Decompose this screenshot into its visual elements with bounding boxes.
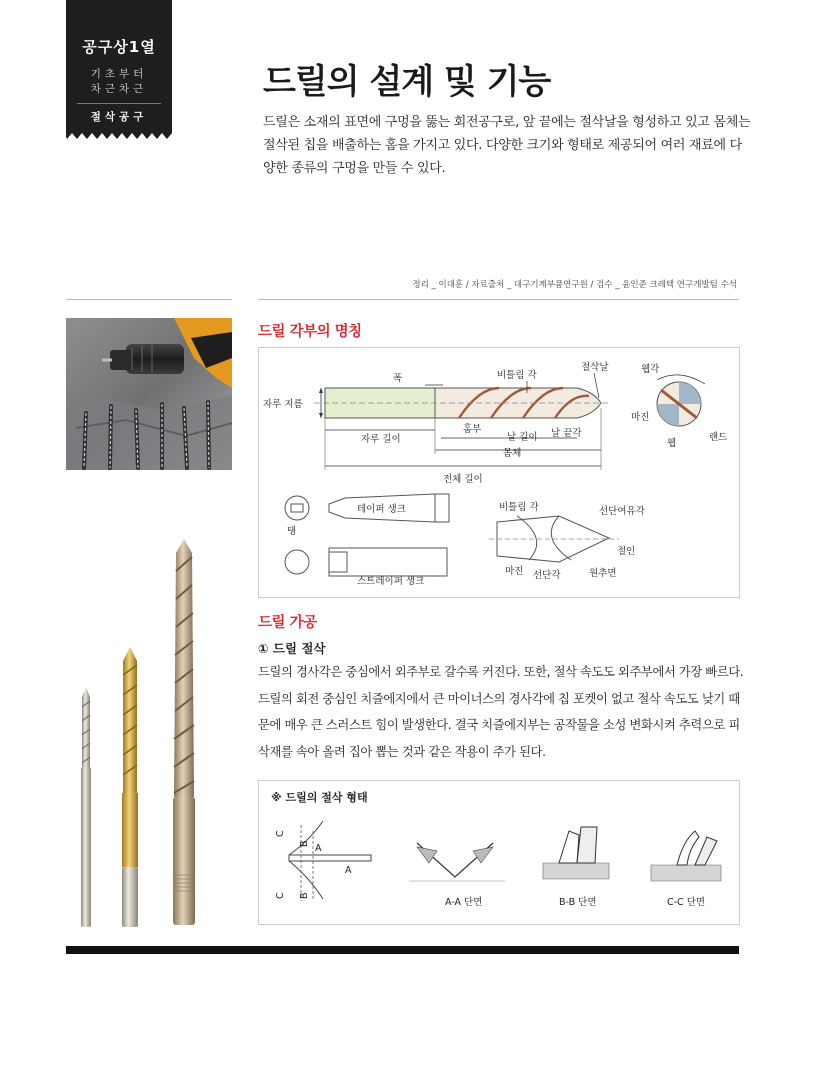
mark-c-top: C (275, 830, 286, 837)
badge-category: 절삭공구 (90, 111, 148, 123)
label-chisel-edge: 절인 (617, 546, 636, 557)
footer-bar (66, 946, 739, 954)
cutting-form-box (258, 780, 740, 925)
badge-divider (77, 103, 161, 104)
section-heading-nomenclature: 드릴 각부의 명칭 (258, 324, 362, 340)
label-taper-shank: 테이퍼 생크 (357, 504, 406, 515)
divider-left (66, 299, 232, 300)
label-margin-detail: 마진 (505, 566, 524, 577)
label-body: 몸체 (503, 448, 522, 459)
mark-b-top: B (299, 840, 310, 847)
label-overall-length: 전체 길이 (443, 474, 483, 485)
mark-c-bottom: C (275, 892, 286, 899)
credit-line: 정리 _ 이대훈 / 자료출처 _ 대구기계부품연구원 / 검수 _ 윤인준 크레텍 연구개발팀 수석 (412, 280, 737, 290)
label-margin: 마진 (631, 412, 650, 423)
drill-cutting-paragraph: 드릴의 경사각은 중심에서 외주부로 갈수록 커진다. 또한, 절삭 속도도 외주부에서 가장 빠르다. 드릴의 회전 중심인 치즐에지에서 큰 마이너스의 경사각에 칩 포켓이 없고 절삭 속도도 낮기 때문에 매우 큰 스러스트 힘이 발생한다. 결국 치즐에지부는 공작물을 소성 변화시켜 추력으로 피삭재를 속아 올려 집아 뽑는 것과 같은 작용이 주가 된다. (258, 665, 744, 759)
label-cutting-edge: 절삭날 (581, 362, 609, 373)
label-web-angle: 웹각 (641, 364, 660, 375)
label-flute-length: 날 길이 (507, 432, 538, 443)
series-badge (66, 0, 172, 133)
subheading-drill-cutting: ① 드릴 절삭 (258, 641, 326, 656)
badge-tagline-1: 기초부터 (90, 68, 148, 80)
label-point-angle: 날 끝각 (551, 428, 582, 439)
label-helix-angle: 비틀림 각 (497, 370, 537, 381)
label-shank-diameter: 자루 지름 (263, 399, 303, 410)
label-lip-clearance: 선단여유각 (599, 506, 645, 517)
drill-nomenclature-diagram (259, 348, 739, 597)
label-tang: 탱 (287, 526, 297, 537)
divider-right (258, 299, 739, 300)
intro-paragraph: 드릴은 소재의 표면에 구멍을 뚫는 회전공구로, 앞 끝에는 절삭날을 형성하고 있고 몸체는 절삭된 칩을 배출하는 홈을 가지고 있다. 다양한 크기와 형태로 제공되어 여러 재료에 다양한 종류의 구멍을 만들 수 있다. (263, 115, 751, 176)
caption-c-c: C-C 단면 (667, 897, 706, 908)
label-flute: 홈부 (463, 424, 482, 435)
mark-a-top: A (315, 843, 322, 854)
badge-series: 공구상1열 (82, 38, 156, 56)
badge-zigzag-edge (66, 132, 172, 140)
mark-b-bottom: B (299, 892, 310, 899)
label-conical-face: 원추면 (589, 568, 617, 579)
caption-b-b: B-B 단면 (559, 897, 597, 908)
drill-bits-photo (66, 535, 232, 930)
label-tip-angle: 선단각 (533, 570, 561, 581)
drill-tool-photo (66, 318, 232, 470)
cutting-box-heading: ※ 드릴의 절삭 형태 (271, 791, 368, 804)
badge-tagline-2: 차근차근 (90, 83, 148, 95)
mark-a-bottom: A (345, 865, 352, 876)
label-web: 웹 (667, 438, 677, 449)
caption-a-a: A-A 단면 (445, 897, 483, 908)
label-straight-shank: 스트레이퍼 생크 (357, 576, 425, 587)
label-shank-length: 자루 길이 (361, 434, 401, 445)
nomenclature-diagram-box (258, 347, 740, 598)
label-land: 랜드 (709, 432, 728, 443)
label-helix-angle-detail: 비틀림 각 (499, 502, 539, 513)
cutting-form-diagram (259, 781, 739, 924)
section-heading-drilling: 드릴 가공 (258, 615, 317, 631)
label-width: 폭 (393, 373, 403, 384)
page-title: 드릴의 설계 및 기능 (263, 62, 551, 102)
